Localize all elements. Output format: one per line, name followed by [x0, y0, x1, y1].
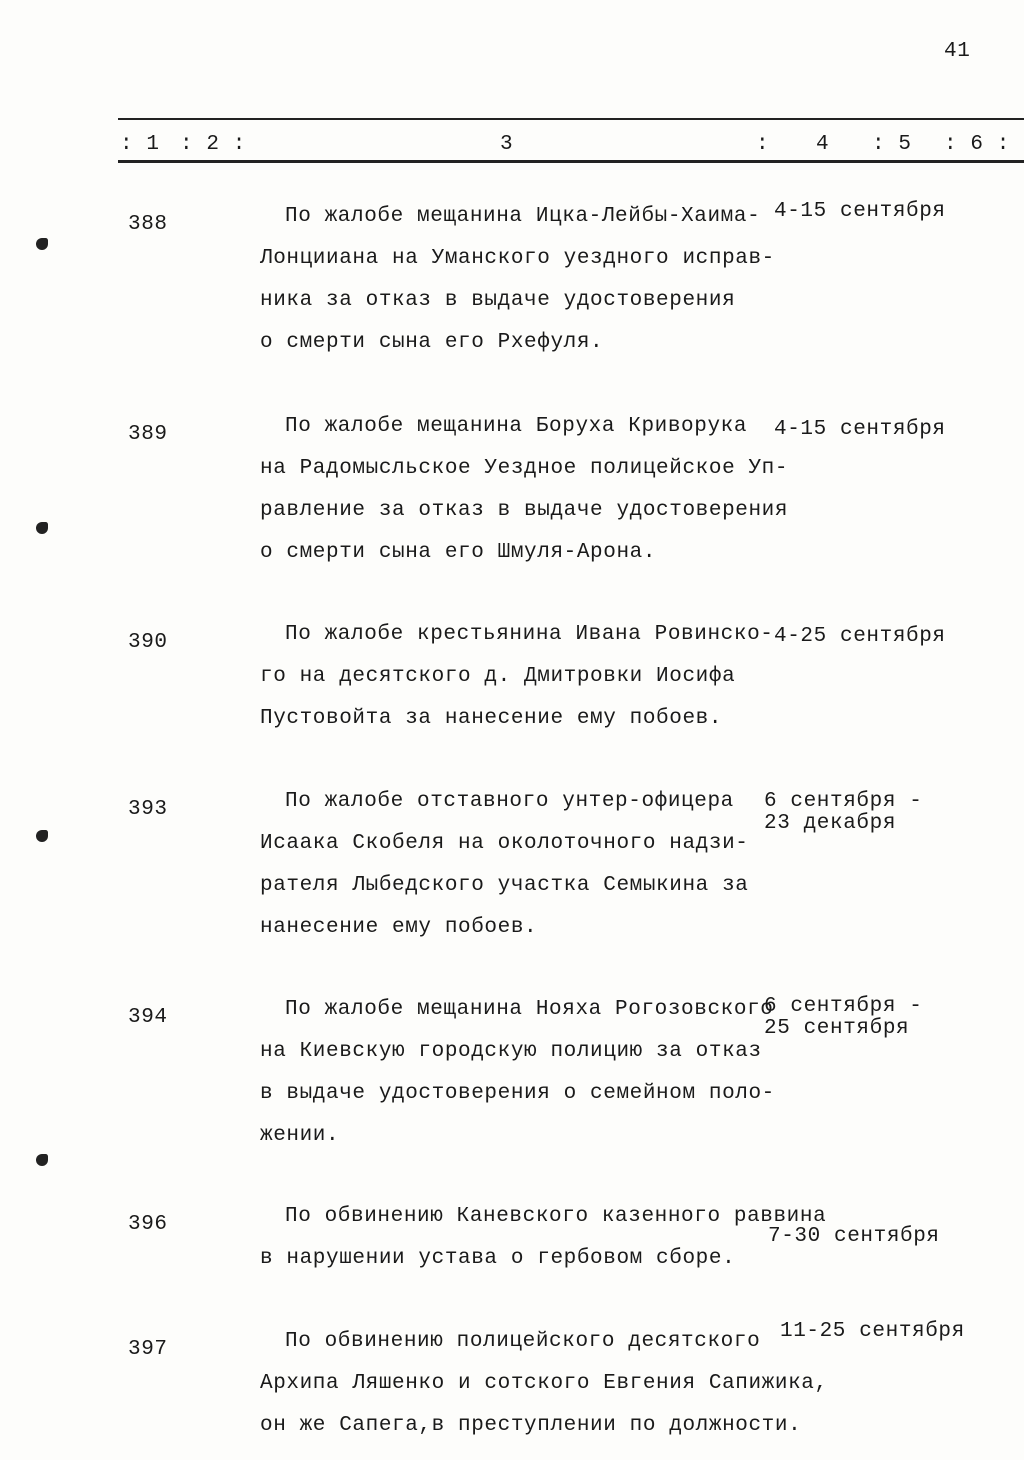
entry-text-line: на Киевскую городскую полицию за отказ — [260, 1040, 762, 1063]
entry-number: 388 — [128, 213, 168, 236]
entry-text-line: го на десятского д. Дмитровки Иосифа — [260, 665, 736, 688]
entry-number: 397 — [128, 1338, 168, 1361]
entry-text-line: По обвинению Каневского казенного раввина — [285, 1205, 827, 1228]
column-header-1: : 1 — [120, 133, 160, 156]
entry-text-line: на Радомысльское Уездное полицейское Уп- — [260, 457, 789, 480]
entry-text-line: По жалобе крестьянина Ивана Ровинско- — [285, 623, 774, 646]
entry-text-line: в нарушении устава о гербовом сборе. — [260, 1247, 736, 1270]
header-top-rule — [118, 118, 1024, 120]
header-bottom-rule — [118, 160, 1024, 163]
entry-date: 23 декабря — [764, 812, 897, 835]
column-header-2: : 2 : — [180, 133, 247, 156]
entry-number: 389 — [128, 423, 168, 446]
column-header-3: 3 — [500, 133, 514, 156]
entry-text-line: Пустовойта за нанесение ему побоев. — [260, 707, 723, 730]
entry-date: 6 сентября - — [764, 995, 923, 1018]
binding-hole-mark — [36, 1154, 48, 1166]
entry-text-line: По обвинению полицейского десятского — [285, 1330, 761, 1353]
entry-date: 7-30 сентября — [768, 1225, 940, 1248]
entry-number: 393 — [128, 798, 168, 821]
entry-text-line: он же Сапега,в преступлении по должности. — [260, 1414, 802, 1437]
entry-date: 4-25 сентября — [774, 625, 946, 648]
entry-text-line: в выдаче удостоверения о семейном поло- — [260, 1082, 775, 1105]
entry-text-line: По жалобе мещанина Нояха Рогозовского — [285, 998, 774, 1021]
column-header-4: 4 — [816, 133, 830, 156]
entry-text-line: Архипа Ляшенко и сотского Евгения Сапижика, — [260, 1372, 828, 1395]
entry-text-line: нанесение ему побоев. — [260, 916, 538, 939]
entry-text-line: равление за отказ в выдаче удостоверения — [260, 499, 789, 522]
entry-text-line: Лонцииана на Уманского уездного исправ- — [260, 247, 775, 270]
entry-text-line: о смерти сына его Рхефуля. — [260, 331, 604, 354]
entry-number: 390 — [128, 631, 168, 654]
column-header-6: : 6 : — [944, 133, 1011, 156]
entry-date: 11-25 сентября — [780, 1320, 965, 1343]
binding-hole-mark — [36, 238, 48, 250]
column-header-5: : 5 — [872, 133, 912, 156]
entry-text-line: рателя Лыбедского участка Семыкина за — [260, 874, 749, 897]
page-number: 41 — [944, 40, 971, 63]
entry-number: 394 — [128, 1006, 168, 1029]
entry-text-line: жении. — [260, 1124, 340, 1147]
entry-date: 25 сентября — [764, 1017, 910, 1040]
entry-text-line: о смерти сына его Шмуля-Арона. — [260, 541, 657, 564]
entry-text-line: ника за отказ в выдаче удостоверения — [260, 289, 736, 312]
entry-number: 396 — [128, 1213, 168, 1236]
column-header-separator: : — [756, 133, 770, 156]
entry-text-line: По жалобе отставного унтер-офицера — [285, 790, 734, 813]
entry-date: 4-15 сентября — [774, 418, 946, 441]
entry-date: 4-15 сентября — [774, 200, 946, 223]
entry-text-line: Исаака Скобеля на околоточного надзи- — [260, 832, 749, 855]
entry-text-line: По жалобе мещанина Боруха Криворука — [285, 415, 748, 438]
binding-hole-mark — [36, 522, 48, 534]
binding-hole-mark — [36, 830, 48, 842]
entry-text-line: По жалобе мещанина Ицка-Лейбы-Хаима- — [285, 205, 761, 228]
entry-date: 6 сентября - — [764, 790, 923, 813]
